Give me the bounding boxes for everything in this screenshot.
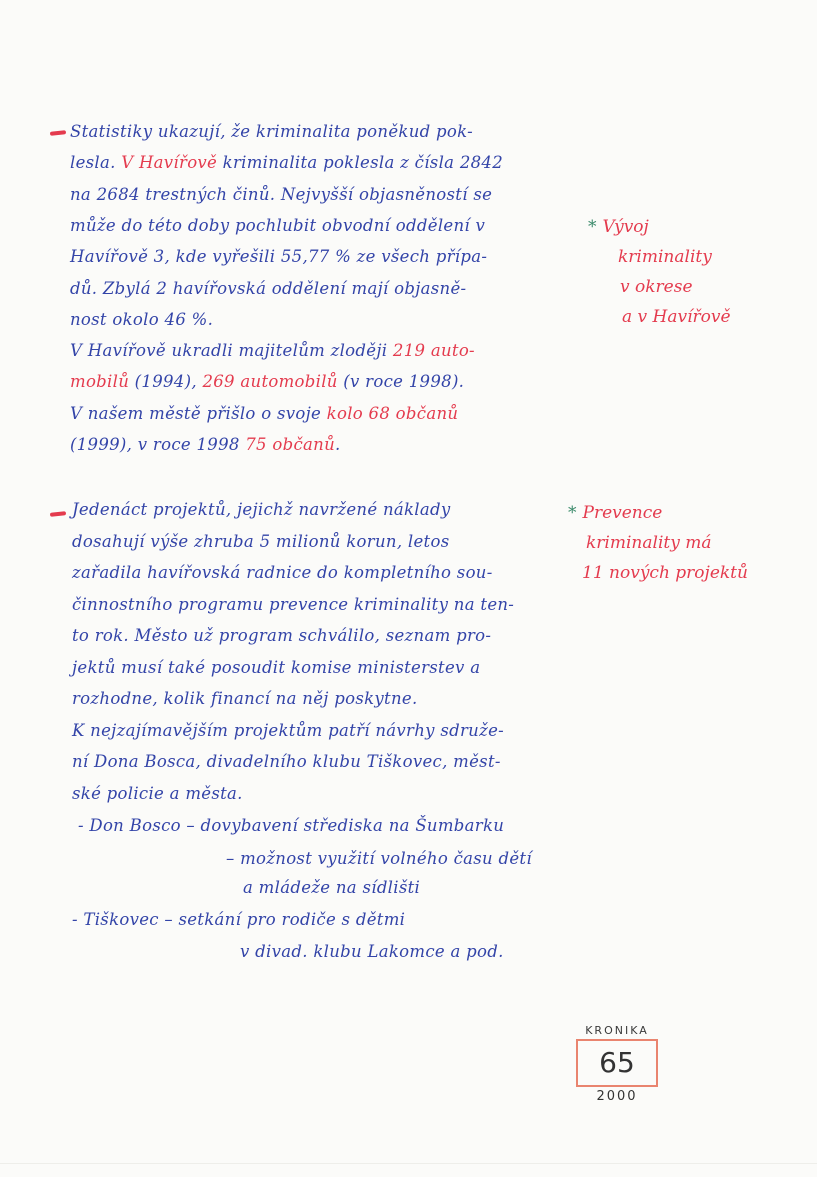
text-segment: může do této doby pochlubit obvodní oddělení v: [70, 215, 486, 235]
margin-note-criminality-trend: [588, 212, 731, 332]
text-segment: dů. Zbylá 2 havířovská oddělení mají objasně-: [70, 278, 467, 298]
text-segment: zařadila havířovská radnice do kompletního sou-: [72, 563, 493, 582]
text-segment: ské policie a města.: [72, 783, 243, 803]
text-segment: nost okolo 46 %.: [70, 309, 214, 329]
list-item: - Don Bosco – dovybavení střediska na Šumbarku: [78, 816, 505, 835]
text-line: [70, 372, 464, 391]
note-line: Vývoj: [602, 217, 649, 237]
chronicle-page-stamp: [574, 1024, 660, 1104]
text-segment: Jedenáct projektů, jejichž navržené náklady: [72, 500, 451, 519]
asterisk-icon: *: [568, 503, 577, 523]
text-line: [72, 626, 491, 645]
text-line: [72, 595, 514, 614]
text-segment: lesla.: [70, 153, 122, 173]
text-segment: na 2684 trestných činů. Nejvyšší objasněností se: [70, 184, 493, 204]
note-line: kriminality: [618, 247, 712, 267]
scan-edge-line: [0, 1163, 817, 1164]
highlighted-text: kolo 68 občanů: [326, 403, 459, 423]
list-item: a mládeže na sídlišti: [243, 878, 421, 897]
text-line: [72, 784, 243, 803]
text-line: [70, 122, 473, 141]
list-item: v divad. klubu Lakomce a pod.: [240, 942, 504, 961]
text-segment: ní Dona Bosca, divadelního klubu Tiškovec, měst-: [72, 752, 501, 771]
text-line: [70, 216, 485, 235]
text-line: [70, 153, 503, 172]
list-item: - Tiškovec – setkání pro rodiče s dětmi: [72, 910, 406, 929]
asterisk-icon: *: [588, 217, 597, 237]
text-line: [72, 721, 504, 740]
text-line: [72, 752, 501, 771]
bullet-dash: [50, 130, 66, 136]
text-line: [70, 404, 458, 423]
highlighted-text: 75 občanů: [245, 435, 336, 454]
note-line: 11 nových projektů: [582, 563, 748, 583]
text-segment: .: [335, 435, 341, 454]
text-line: [70, 247, 487, 266]
text-segment: dosahují výše zhruba 5 milionů korun, letos: [72, 531, 450, 551]
text-segment: (1994),: [129, 372, 203, 392]
text-line: [70, 310, 213, 329]
note-line: kriminality má: [586, 533, 712, 553]
text-line: [70, 185, 492, 204]
margin-note-prevention: [568, 498, 748, 588]
text-segment: činnostního programu prevence kriminality na ten-: [72, 594, 515, 614]
highlighted-text: mobilů: [70, 372, 130, 392]
text-segment: (1999), v roce 1998: [70, 435, 246, 454]
page-number: 65: [576, 1039, 658, 1087]
text-segment: Havířově 3, kde vyřešili 55,77 % ze všech přípa-: [70, 247, 488, 267]
text-line: [72, 532, 449, 551]
text-line: [70, 279, 466, 298]
note-line: Prevence: [582, 503, 663, 523]
text-segment: (v roce 1998).: [337, 372, 465, 392]
text-line: [72, 689, 418, 708]
text-segment: V Havířově ukradli majitelům zloději: [70, 341, 393, 361]
text-line: [72, 563, 493, 582]
list-item: – možnost využití volného času dětí: [226, 849, 532, 868]
highlighted-text: V Havířově: [121, 153, 218, 173]
bullet-dash: [50, 511, 66, 517]
text-segment: to rok. Město už program schválilo, seznam pro-: [72, 626, 492, 645]
stamp-year: 2000: [596, 1089, 638, 1104]
text-line: [72, 500, 451, 519]
highlighted-text: 219 auto-: [392, 341, 475, 361]
stamp-label: KRONIKA: [585, 1024, 649, 1037]
note-line: v okrese: [620, 277, 693, 297]
text-segment: V našem městě přišlo o svoje: [70, 403, 327, 423]
note-line: a v Havířově: [622, 307, 731, 327]
text-line: [70, 341, 475, 360]
text-segment: Statistiky ukazují, že kriminalita poněkud pok-: [70, 122, 474, 141]
text-line: [70, 435, 341, 454]
highlighted-text: 269 automobilů: [202, 372, 338, 392]
text-segment: kriminalita poklesla z čísla 2842: [217, 153, 504, 173]
text-line: [72, 658, 480, 677]
text-segment: rozhodne, kolik financí na něj poskytne.: [72, 689, 418, 708]
text-segment: K nejzajímavějším projektům patří návrhy sdruže-: [72, 720, 505, 740]
text-segment: jektů musí také posoudit komise ministerstev a: [72, 657, 481, 677]
